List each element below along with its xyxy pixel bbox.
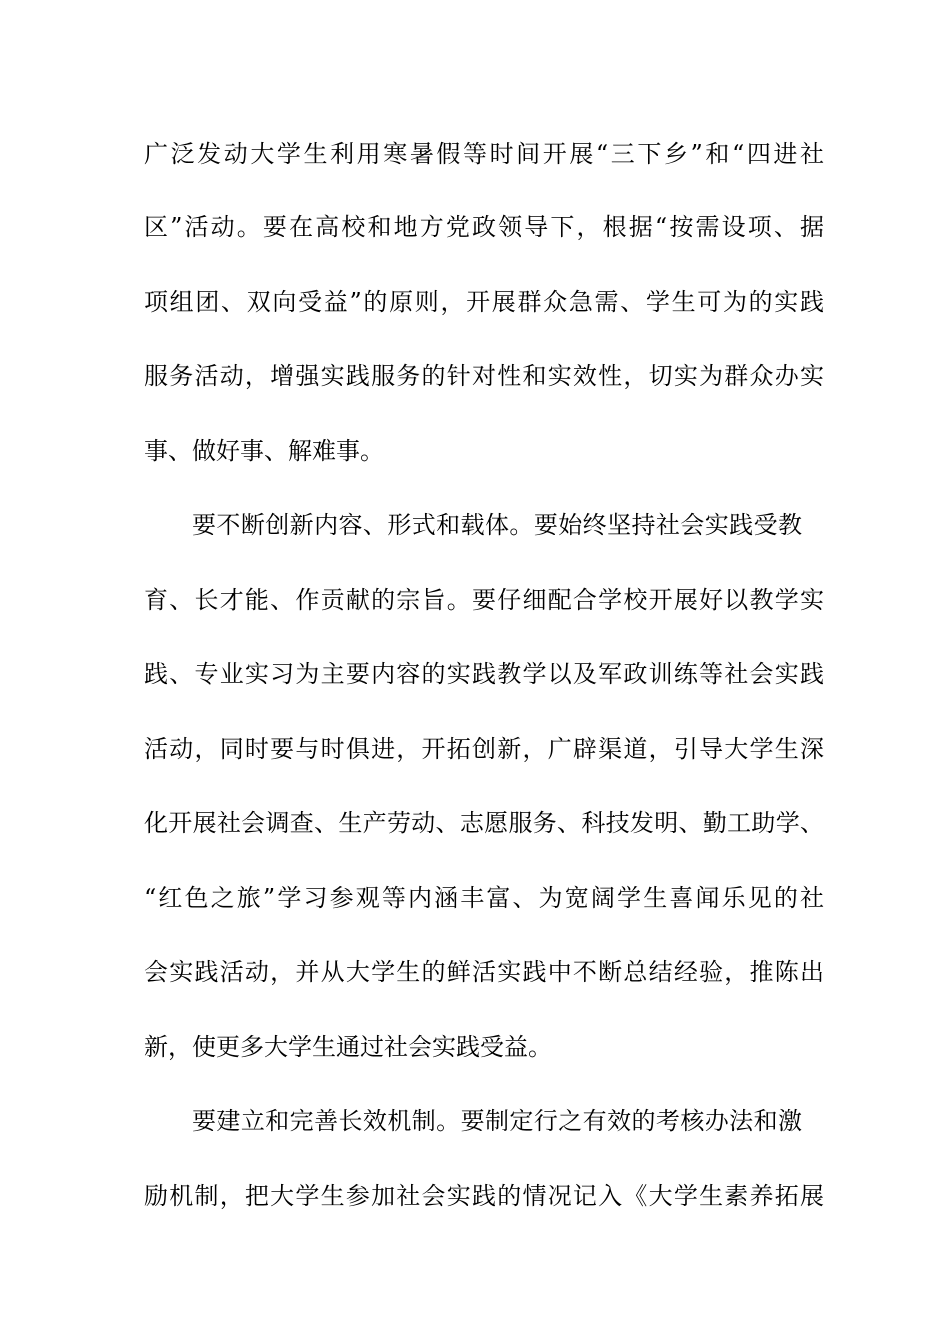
text-line: 践、专业实习为主要内容的实践教学以及军政训练等社会实践 [144, 660, 824, 688]
paragraph-first-line: 要不断创新内容、形式和载体。要始终坚持社会实践受教 [192, 511, 802, 539]
text-line: 活动，同时要与时俱进，开拓创新，广辟渠道，引导大学生深 [144, 735, 824, 763]
text-line: 化开展社会调查、生产劳动、志愿服务、科技发明、勤工助学、 [144, 809, 824, 837]
text-line: “红色之旅”学习参观等内涵丰富、为宽阔学生喜闻乐见的社 [144, 884, 824, 912]
text-line: 广泛发动大学生利用寒暑假等时间开展“三下乡”和“四进社 [144, 140, 824, 168]
text-line: 会实践活动，并从大学生的鲜活实践中不断总结经验，推陈出 [144, 958, 824, 986]
text-line: 服务活动，增强实践服务的针对性和实效性，切实为群众办实 [144, 362, 824, 390]
paragraph-first-line: 要建立和完善长效机制。要制定行之有效的考核办法和激 [192, 1107, 802, 1135]
text-line: 育、长才能、作贡献的宗旨。要仔细配合学校开展好以教学实 [144, 586, 824, 614]
text-line: 励机制，把大学生参加社会实践的情况记入《大学生素养拓展 [144, 1182, 824, 1210]
text-line: 区”活动。要在高校和地方党政领导下，根据“按需设项、据 [144, 213, 824, 241]
text-line: 事、做好事、解难事。 [144, 437, 384, 465]
text-line: 项组团、双向受益”的原则，开展群众急需、学生可为的实践 [144, 288, 824, 316]
text-line: 新，使更多大学生通过社会实践受益。 [144, 1033, 552, 1061]
